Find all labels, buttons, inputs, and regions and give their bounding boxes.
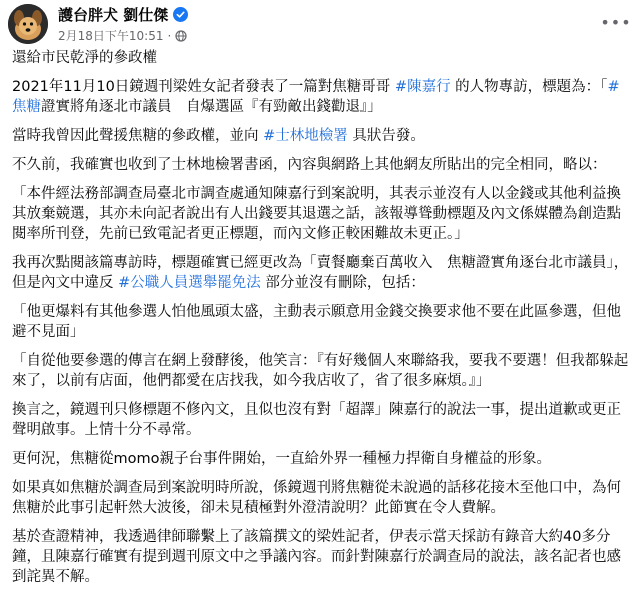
post-paragraph: [12, 77, 630, 117]
post-paragraph: [12, 478, 630, 518]
hashtag-link[interactable]: #公職人員選舉罷免法: [118, 275, 261, 291]
post-paragraph: [12, 48, 630, 68]
paragraph-text: 2021年11月10日鏡週刊梁姓女記者發表了一篇對焦糖哥哥: [12, 79, 395, 95]
post-meta: [58, 4, 188, 44]
paragraph-text: 基於查證精神，我透過律師聯繫上了該篇撰文的梁姓記者，伊表示當天採訪有錄音大約40多分鐘，且陳嘉行確實有提到週刊原文中之爭議內容。而針對陳嘉行於調查局的說法，該名記者也感到詫異不解。: [12, 529, 621, 585]
post-paragraph: [12, 126, 630, 146]
paragraph-text: 證實將角逐北市議員 自爆選區『有勁敵出錢勸退』」: [41, 99, 382, 115]
paragraph-text: 具狀告發。: [347, 128, 425, 144]
paragraph-text: 更何況，焦糖從momo親子台事件開始，一直給外界一種極力捍衛自身權益的形象。: [12, 451, 551, 467]
paragraph-text: 當時我曾因此聲援焦糖的參政權，並向: [12, 128, 264, 144]
paragraph-text: 我再次點閱該篇專訪時，標題確實已經更改為「賣餐廳棄百萬收入 焦糖證實角逐台北市議員」，但是內文中違反: [12, 255, 629, 291]
verified-badge-icon: [173, 7, 188, 22]
paragraph-text: 還給市民乾淨的參政權: [12, 50, 157, 66]
paragraph-text: 不久前，我確實也收到了士林地檢署書函，內容與網路上其他網友所貼出的完全相同，略以：: [12, 157, 607, 173]
post-paragraph: [12, 302, 630, 342]
paragraph-text: 「他更爆料有其他參選人怕他風頭太盛，主動表示願意用金錢交換要求他不要在此區參選，但他避不見面」: [12, 304, 621, 340]
globe-icon[interactable]: [175, 30, 187, 42]
paragraph-text: 如果真如焦糖於調查局到案說明時所說，係鏡週刊將焦糖從未說過的話移花接木至他口中，為何焦糖於此事引起軒然大波後，卻未見積極對外澄清說明？此節實在令人費解。: [12, 480, 621, 516]
separator-dot: ·: [167, 28, 172, 43]
paragraph-text: 「自從他要參選的傳言在網上發酵後，他笑言：『有好幾個人來聯絡我，要我不要選！但我都躲起來了，以前有店面，他們都愛在店找我，如今我店收了，省了很多麻煩。』」: [12, 353, 629, 389]
post-header: [8, 4, 188, 44]
post-paragraph: [12, 449, 630, 469]
paragraph-text: 換言之，鏡週刊只修標題不修內文，且似也沒有對「超譯」陳嘉行的說法一事，提出道歉或更正聲明啟事。上情十分不尋常。: [12, 402, 621, 438]
hashtag-link[interactable]: #焦糖: [12, 79, 620, 115]
post-paragraph: [12, 184, 630, 244]
author-name[interactable]: 護台胖犬 劉仕傑: [58, 6, 169, 24]
author-row: [58, 4, 188, 25]
paragraph-text: 部分並沒有刪除，包括：: [260, 275, 425, 291]
more-options-icon[interactable]: •••: [600, 12, 632, 32]
post-paragraph: [12, 400, 630, 440]
hashtag-link[interactable]: #陳嘉行: [394, 79, 451, 95]
post-paragraph: [12, 527, 630, 587]
post-body: [12, 48, 630, 596]
dog-avatar-icon[interactable]: [8, 4, 48, 44]
post-paragraph: [12, 253, 630, 293]
post-paragraph: [12, 155, 630, 175]
paragraph-text: 的人物專訪，標題為：「: [450, 79, 608, 95]
paragraph-text: 「本件經法務部調查局臺北市調查處通知陳嘉行到案說明，其表示並沒有人以金錢或其他利益換其放棄競選，其亦未向記者說出有人出錢要其退選之話，該報導聳動標題及內文係媒體為創造點閱率所刊登，先前已致電記者更正標題，而內文修正較困難故未更正。」: [12, 186, 621, 242]
hashtag-link[interactable]: #士林地檢署: [263, 128, 348, 144]
timestamp-row: [58, 27, 188, 44]
post-paragraph: [12, 351, 630, 391]
post-timestamp[interactable]: 2月18日下午10:51: [58, 29, 164, 43]
